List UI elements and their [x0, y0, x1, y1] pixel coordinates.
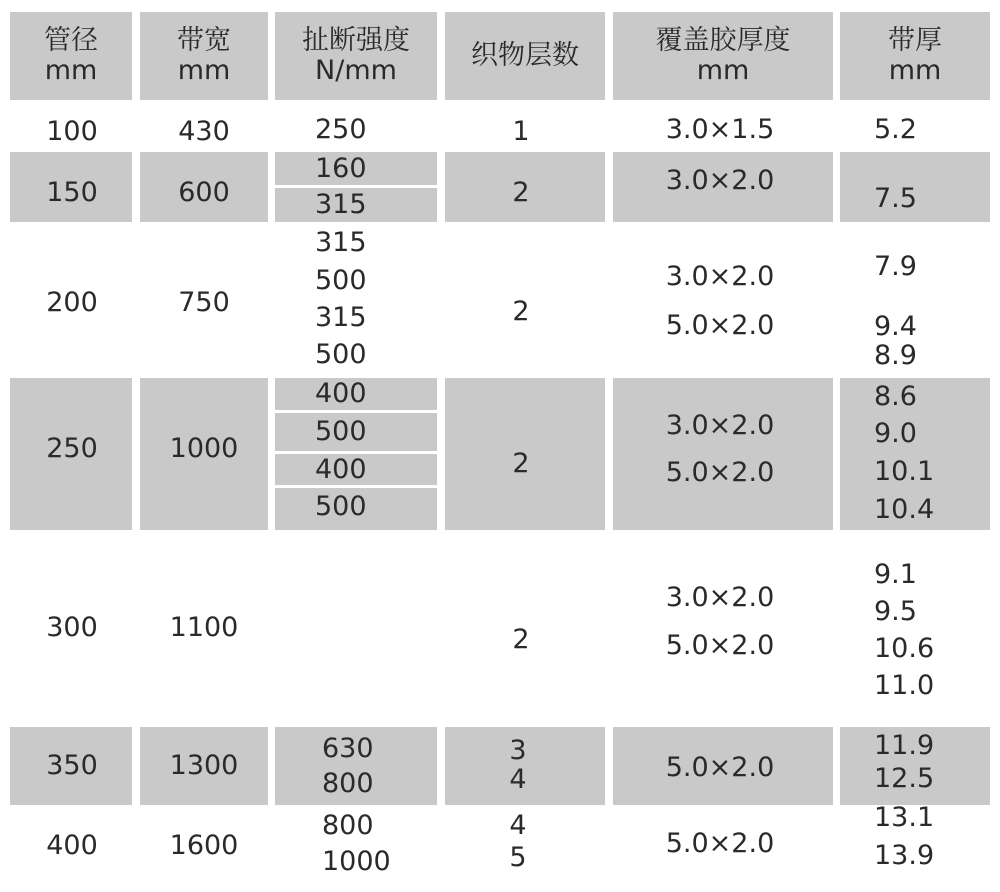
cell-thickness: 9.4: [874, 311, 917, 342]
cell-thickness: 8.6: [874, 381, 917, 412]
cell-thickness: 7.9: [874, 251, 917, 282]
cell-strength: 400: [315, 378, 367, 409]
cell-thickness: 13.1: [874, 802, 935, 833]
cell-pipe: 400: [46, 830, 98, 861]
header-label: 带宽: [177, 25, 231, 56]
cell-strength: 500: [315, 265, 367, 296]
cell-thickness: 9.0: [874, 418, 917, 449]
header-belt-width: [140, 12, 268, 100]
cell-width: 430: [178, 116, 230, 147]
header-label: 带厚: [888, 25, 942, 56]
cell-thickness: 8.9: [874, 340, 917, 371]
header-pipe-diameter: [10, 12, 132, 100]
header-unit: mm: [888, 55, 942, 86]
cell-strength: 315: [315, 302, 367, 333]
cell-cover: 5.0×2.0: [665, 630, 775, 661]
header-label: 覆盖胶厚度: [655, 25, 791, 56]
cell-layers: 4: [509, 764, 527, 795]
header-label: 扯断强度: [302, 25, 410, 56]
cell-layers: 2: [512, 296, 530, 327]
cell-layers: 2: [512, 624, 530, 655]
cell-thickness: 9.5: [874, 596, 917, 627]
header-unit: N/mm: [315, 55, 397, 86]
cell-cover: 3.0×1.5: [665, 114, 775, 145]
header-label: 管径: [44, 25, 98, 56]
cell-strength: 315: [315, 189, 367, 220]
header-cover-thickness: [613, 12, 833, 100]
cell-thickness: 7.5: [874, 183, 917, 214]
row-band-250: [613, 378, 833, 530]
cell-width: 1000: [169, 433, 239, 464]
header-unit: mm: [696, 55, 750, 86]
cell-layers: 4: [509, 810, 527, 841]
cell-thickness: 13.9: [874, 840, 935, 871]
cell-cover: 5.0×2.0: [665, 310, 775, 341]
cell-width: 1600: [169, 830, 239, 861]
cell-cover: 3.0×2.0: [665, 410, 775, 441]
cell-layers: 2: [512, 177, 530, 208]
cell-strength: 630: [322, 733, 374, 764]
cell-width: 1100: [169, 612, 239, 643]
cell-thickness: 12.5: [874, 763, 935, 794]
cell-layers: 5: [509, 842, 527, 873]
cell-strength: 500: [315, 339, 367, 370]
cell-strength: 500: [315, 416, 367, 447]
cell-cover: 5.0×2.0: [665, 828, 775, 859]
cell-pipe: 200: [46, 287, 98, 318]
cell-layers: 1: [512, 116, 530, 147]
header-unit: mm: [44, 55, 98, 86]
cell-thickness: 10.1: [874, 456, 935, 487]
cell-strength: 160: [315, 153, 367, 184]
cell-cover: 3.0×2.0: [665, 165, 775, 196]
cell-strength: 800: [322, 768, 374, 799]
cell-pipe: 350: [46, 750, 98, 781]
cell-cover: 3.0×2.0: [665, 582, 775, 613]
header-fabric-layers: [445, 12, 605, 100]
cell-strength: 800: [322, 810, 374, 841]
cell-cover: 5.0×2.0: [665, 752, 775, 783]
header-label: 织物层数: [471, 40, 579, 71]
cell-pipe: 100: [46, 116, 98, 147]
cell-layers: 3: [509, 735, 527, 766]
cell-thickness: 9.1: [874, 559, 917, 590]
header-unit: mm: [177, 55, 231, 86]
cell-strength: 250: [315, 114, 367, 145]
cell-width: 750: [178, 287, 230, 318]
cell-thickness: 11.0: [874, 670, 935, 701]
cell-strength: 400: [315, 454, 367, 485]
cell-thickness: 11.9: [874, 730, 935, 761]
cell-thickness: 5.2: [874, 114, 917, 145]
cell-strength: 1000: [322, 846, 391, 877]
header-belt-thickness: [840, 12, 990, 100]
cell-pipe: 300: [46, 612, 98, 643]
cell-cover: 5.0×2.0: [665, 457, 775, 488]
cell-strength: 500: [315, 491, 367, 522]
cell-thickness: 10.4: [874, 494, 935, 525]
cell-strength: 315: [315, 227, 367, 258]
cell-layers: 2: [512, 448, 530, 479]
cell-cover: 3.0×2.0: [665, 261, 775, 292]
header-tensile-strength: [275, 12, 437, 100]
cell-width: 600: [178, 177, 230, 208]
cell-thickness: 10.6: [874, 633, 935, 664]
cell-pipe: 150: [46, 177, 98, 208]
cell-width: 1300: [169, 750, 239, 781]
cell-pipe: 250: [46, 433, 98, 464]
